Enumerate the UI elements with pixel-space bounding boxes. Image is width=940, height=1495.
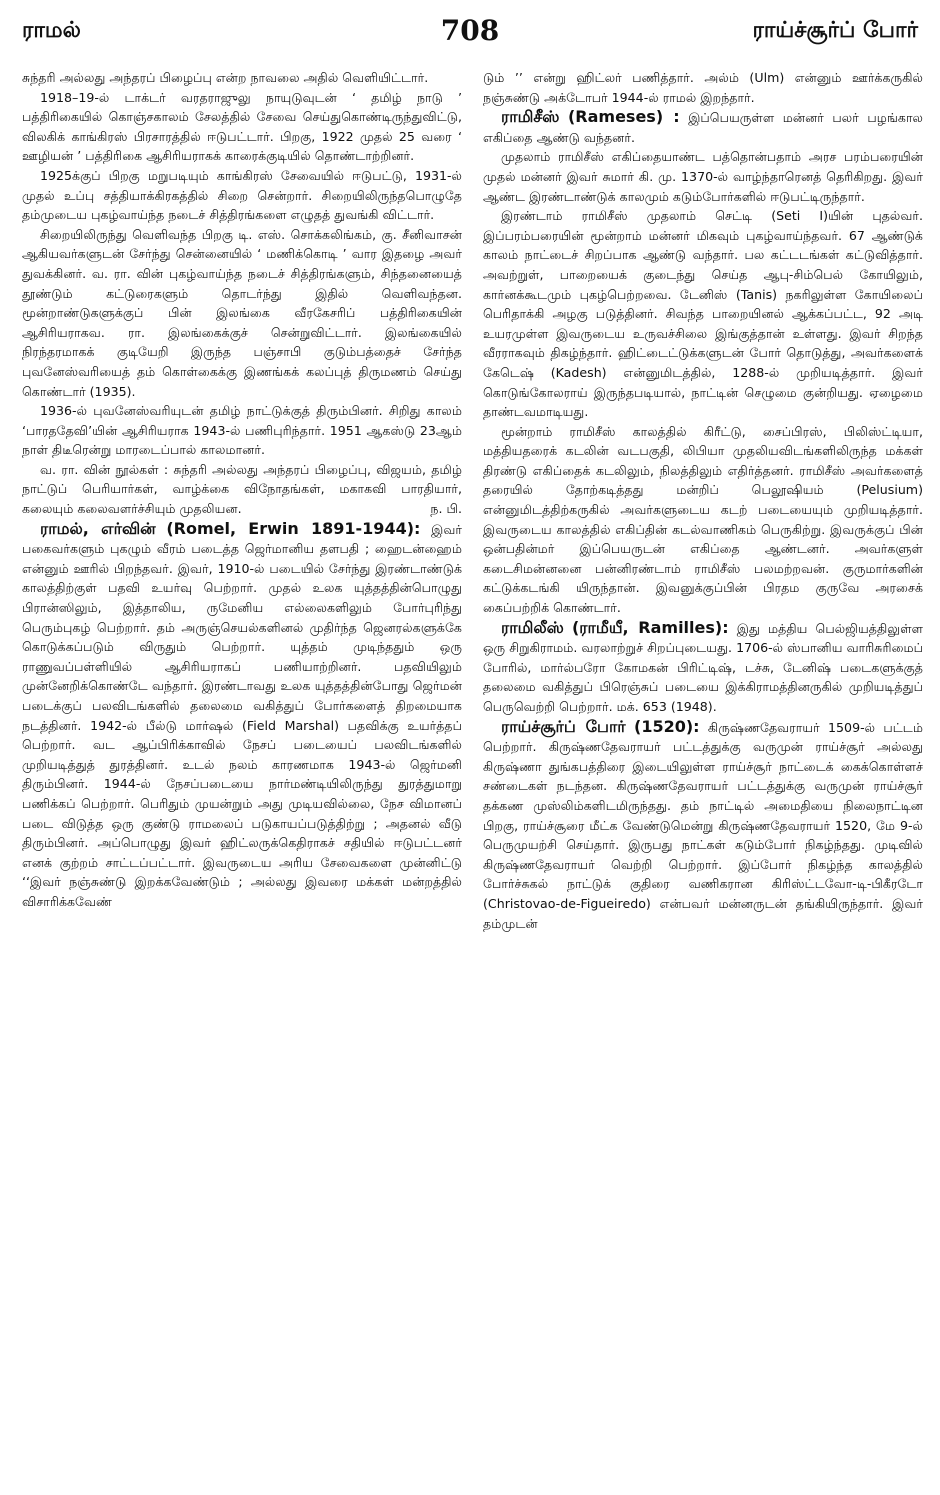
- paragraph: 1936-ல் புவனேஸ்வரியுடன் தமிழ் நாட்டுக்குத் திரும்பினர். சிறிது காலம் ‘பாரததேவி’யின் ஆசிரியராக 1943-ல் பணிபுரிந்தார். 1951 ஆகஸ்டு 23ஆம் நாள் திடீரென்று மாரடைப்பால் காலமானர்.: [22, 403, 462, 458]
- paragraph: 1925க்குப் பிறகு மறுபடியும் காங்கிரஸ் சேவையில் ஈடுபட்டு, 1931-ல் முதல் உப்பு சத்தியாக்கிரகத்தில் சிறை சென்றார். சிறையிலிருந்தபொழுதே தம்முடைய புகழ்வாய்ந்த நடைச் சித்திரங்களை எழுதத் துவங்கி விட்டார்.: [22, 167, 462, 223]
- paragraph: 1918–19-ல் டாக்டர் வரதராஜுலு நாயுடுவுடன் ‘ தமிழ் நாடு ’ பத்திரிகையில் கொஞ்சகாலம் சேலத்தில் சேவை செய்துகொண்டிருந்துவிட்டு, விலகிக் காங்கிரஸ் பிரசாரத்தில் ஈடுபட்டார். பிறகு, 1922 முதல் 25 வரை ‘ ஊழியன் ’ பத்திரிகை ஆசிரியராகக் காரைக்குடியில் தொண்டாற்றினர்.: [22, 89, 462, 164]
- paragraph: முதலாம் ராமிசீஸ் எகிப்தையாண்ட பத்தொன்பதாம் அரச பரம்பரையின் முதல் மன்னர் இவர் சுமார் கி. மு. 1370-ல் வாழ்ந்தாரெனத் தெரிகிறது. இவர் ஆண்ட இரண்டாண்டுக் காலமும் கடும்போர்களில் ஈடுபட்டிருந்தார்.: [483, 149, 923, 204]
- entry-ramilles: [483, 618, 923, 717]
- author-initials: ந. பி.: [430, 501, 462, 517]
- entry-latin-name: (Romel, Erwin 1891-1944):: [166, 518, 421, 538]
- entry-year: (1520):: [634, 716, 700, 736]
- right-column: [483, 68, 923, 1475]
- entry-text: இப்பெயருள்ள மன்னர் பலர் பழங்கால எகிப்தை ஆண்டு வந்தனர்.: [483, 110, 923, 145]
- page-number: 708: [440, 14, 500, 47]
- paragraph: [22, 460, 462, 519]
- entry-rameses: [483, 107, 923, 147]
- entry-text: இவர் பகைவர்களும் புகழும் வீரம் படைத்த ஜெர்மானிய தளபதி ; ஹைடன்ஹைம் என்னும் ஊரில் பிறந்தவர். இவர், 1910-ல் படையில் சேர்ந்து இரண்டாண்டுக் காலத்திற்குள் பதவி உயர்வு பெற்றார். முதல் உலக யுத்தத்தின்பொழுது பிரான்ஸிலும், இத்தாலிய, ருமேனிய எல்லைகளிலும் போர்புரிந்து பெரும்புகழ் பெற்றார். தம் அருஞ்செயல்களினல் முதிர்ந்த ஜெனரல்களுக்கே கொடுக்கப்படும் விருதும் பெற்றார். யுத்தம் முடிந்ததும் ஒரு ராணுவப்பள்ளியில் ஆசிரியராகப் பணியாற்றினர். பதவியிலும் முன்னேறிக்கொண்டே வந்தார். இரண்டாவது உலக யுத்தத்தின்போது ஜெர்மன் படைக்குப் பலவிடங்களில் தலைமை வகித்துப் போர்களைத் திறமையாக நடத்தினர். 1942-ல் பீல்டு மார்ஷல் (Field Marshal) பதவிக்கு உயர்த்தப் பெற்றார். வட ஆப்பிரிக்காவில் நேசப் படையைப் பலவிடங்களில் முறியடித்துத் துரத்தினர். உடல் நலம் காரணமாக 1943-ல் ஜெர்மனி திரும்பினர். 1944-ல் நேசப்படையை நார்மண்டியிலிருந்து துரத்துமாறு பணிக்கப் பெற்றார். பெரிதும் முயன்றும் அது முடியவில்லை, நேச விமானப் படை விடுத்த ஒரு குண்டு ராமலைப் படுகாயப்படுத்திற்று ; அதனல் வீடு திரும்பினர். அப்பொழுது இவர் ஹிட்லருக்கெதிராகச் சதியில் ஈடுபட்டனர் எனக் குற்றம் சாட்டப்பட்டார். இவருடைய அரிய சேவைகளை முன்னிட்டு ‘‘இவர் நஞ்சுண்டு இறக்கவேண்டும் ; அல்லது இவரை மக்கள் மன்றத்தில் விசாரிக்கவேண்: [22, 521, 462, 909]
- works-list: வ. ரா. வின் நூல்கள் : சுந்தரி அல்லது அந்தரப் பிழைப்பு, விஜயம், தமிழ் நாட்டுப் பெரியார்கள், வாழ்க்கை விநோதங்கள், மகாகவி பாரதியார், கலையும் கலைவளர்ச்சியும் முதலியன.: [22, 461, 462, 517]
- paragraph: சுந்தரி அல்லது அந்தரப் பிழைப்பு என்ற நாவலை அதில் வெளியிட்டார்.: [22, 70, 429, 85]
- running-head-right: ராய்ச்சூர்ப் போர்: [752, 18, 918, 43]
- paragraph: மூன்றாம் ராமிசீஸ் காலத்தில் கிரீட்டு, சைப்பிரஸ், பிலிஸ்ட்டியா, மத்தியதரைக் கடலின் வடபகுதி, லிபியா முதலியவிடங்களிலிருந்த மக்கள் திரண்டு எகிப்தைக் கடலிலும், நிலத்திலும் எதிர்த்தனர். ராமிசீஸ் அவர்களைத் தரையில் தோற்கடித்தது மன்றிப் பெலூஷியம் (Pelusium) என்னுமிடத்திற்கருகில் அவர்களுடைய கடற் படையையும் முறியடித்தார். இவருடைய காலத்தில் எகிப்தின் கடல்வாணிகம் பெருகிற்று. இவருக்குப் பின் ஒன்பதின்மர் இப்பெயருடன் எகிப்தை ஆண்டனர். அவர்களுள் கடைசிமன்னனை பன்னிரண்டாம் ராமிசீஸ் பலமற்றவன். குருமார்களின் கட்டுக்கடங்கி யிருந்தான். இவனுக்குப்பின் பிரதம குருவே அரசைக் கைப்பற்றிக் கொண்டார்.: [483, 423, 923, 616]
- paragraph: இரண்டாம் ராமிசீஸ் முதலாம் செட்டி (Seti I)யின் புதல்வர். இப்பரம்பரையின் மூன்றாம் மன்னர் மிகவும் புகழ்வாய்ந்தவர். 67 ஆண்டுக் காலம் நாட்டைச் சிறப்பாக ஆண்டு வந்தார். பல கட்டடங்கள் கட்டுவித்தார். அவற்றுள், பாறையைக் குடைந்து செய்த ஆபு-சிம்பெல் கோயிலும், கார்னக்கூடமும் புகழ்பெற்றவை. டேனிஸ் (Tanis) நகரிலுள்ள கோயிலைப் பெரிதாக்கி அழகு படுத்தினர். சிவந்த பாறையினல் ஆக்கப்பட்ட, 92 அடி உயரமுள்ள இவருடைய உருவச்சிலை இங்குத்தான் உள்ளது. இவர் சிறந்த வீரராகவும் திகழ்ந்தார். ஹிட்டைட்டுக்களுடன் போர் தொடுத்து, அவர்களைக் கேடெஷ் (Kadesh) என்னுமிடத்தில், 1288-ல் முறியடித்தார். இவர் கொடுங்கோலராய் இருந்தபடியால், நாட்டின் செழுமை குன்றியது. ஏழைமை தாண்டவமாடியது.: [483, 208, 923, 420]
- entry-romel: [22, 519, 462, 912]
- entry-headword: ராமல், எர்வின்: [40, 518, 156, 538]
- entry-headword: ராமிசீஸ்: [501, 107, 560, 127]
- entry-latin-name: (Rameses) :: [567, 107, 680, 127]
- paragraph: டும் ’’ என்று ஹிட்லர் பணித்தார். அல்ம் (Ulm) என்னும் ஊர்க்கருகில் நஞ்சுண்டு அக்டோபர் 1944-ல் ராமல் இறந்தார்.: [483, 70, 923, 105]
- entry-headword: ராய்ச்சூர்ப் போர்: [501, 716, 626, 736]
- left-column: [22, 68, 462, 1475]
- page-header: [0, 0, 940, 60]
- running-head-left: ராமல்: [22, 18, 81, 43]
- entry-latin-name: (ராமீயீ, Ramilles):: [571, 617, 729, 637]
- entry-text: கிருஷ்ணதேவராயர் 1509-ல் பட்டம் பெற்றார். கிருஷ்ணதேவராயர் பட்டத்துக்கு வருமுன் ராய்ச்சூர் அல்லது கிருஷ்ணா துங்கபத்திரை இடையிலுள்ள ராய்ச்சூர் நாட்டைக் கைக்கொள்ளச் சண்டைகள் நடந்தன. கிருஷ்ணதேவராயர் பட்டத்துக்கு வருமுன் ராய்ச்சூர் தக்கண முஸ்லிம்களிடமிருந்தது. தம் நாட்டில் அமைதியை நிலைநாட்டின பிறகு, ராய்ச்சூரை மீட்க வேண்டுமென்று கிருஷ்ணதேவராயர் 1520, மே 9-ல் பெருமுயற்சி செய்தார். இருபது நாட்கள் கடும்போர் நிகழ்ந்தது. முடிவில் கிருஷ்ணதேவராயர் வெற்றி பெற்றார். இப்போர் நிகழ்ந்த காலத்தில் போர்ச்சுகல் நாட்டுக் குதிரை வணிகரான கிரிஸ்ட்டவோ-டி-பிகீரடோ (Christovao-de-Figueiredo) என்பவர் மன்னருடன் தங்கியிருந்தார். இவர் தம்முடன்: [483, 719, 923, 931]
- entry-raichur: [483, 717, 923, 934]
- paragraph: சிறையிலிருந்து வெளிவந்த பிறகு டி. எஸ். சொக்கலிங்கம், கு. சீனிவாசன் ஆகியவர்களுடன் சேர்ந்து சென்னையில் ‘ மணிக்கொடி ’ வார இதழை அவர் துவக்கினர். வ. ரா. வின் புகழ்வாய்ந்த நடைச் சித்திரங்களும், சிந்தனையைத் தூண்டும் கட்டுரைகளும் தொடர்ந்து இதில் வெளிவந்தன. மூன்றாண்டுகளுக்குப் பின் இலங்கை வீரகேசரிப் பத்திரிகையின் ஆசிரியராகவ. ரா. இலங்கைக்குச் சென்றுவிட்டார். இலங்கையில் நிரந்தரமாகக் குடியேறி இருந்த பஞ்சாபி குடும்பத்தைச் சேர்ந்த புவனேஸ்வரியைத் தம் கொள்கைக்கு இணங்கக் கலப்புத் திருமணம் செய்து கொண்டார் (1935).: [22, 226, 462, 399]
- entry-headword: ராமிலீஸ்: [501, 617, 564, 637]
- entry-text: இது மத்திய பெல்ஜியத்திலுள்ள ஒரு சிறுகிராமம். வரலாற்றுச் சிறப்புடையது. 1706-ல் ஸ்பானிய வாரிசுரிமைப் போரில், மார்ல்பரோ கோமகன் பிரிட்டிஷ், டச்சு, டேனிஷ் படைகளுக்குத் தலைமை வகித்துப் பிரெஞ்சுப் படையை இக்கிராமத்தினருகில் முறியடித்துப் பெருவெற்றி பெற்றார். மக். 653 (1948).: [483, 620, 923, 714]
